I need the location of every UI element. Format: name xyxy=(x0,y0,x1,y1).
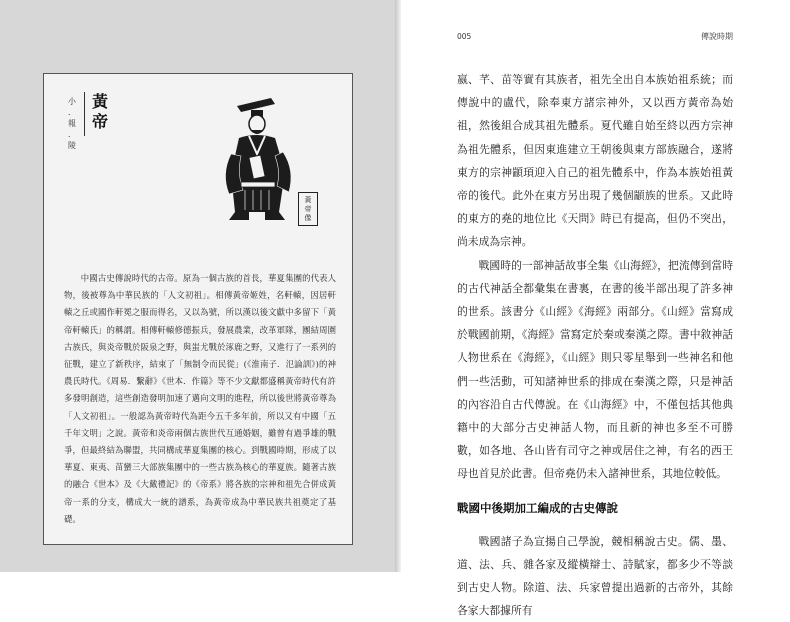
right-page xyxy=(401,0,790,618)
card-subtitle-char: 小 xyxy=(68,97,76,106)
card-subtitle-char: 陵 xyxy=(68,141,76,150)
card-title-char: 黃 xyxy=(91,92,108,111)
card-body-text xyxy=(64,270,336,528)
seal-char: 黃 xyxy=(304,195,312,204)
card-subtitle-char: 報 xyxy=(68,119,76,128)
body-paragraph: 戰國諸子為宣揚自己學說，競相稱說古史。儒、墨、道、法、兵、雜各家及縱橫辯士、詩賦家，都多少不等談到古史人物。除道、法、兵家曾提出過新的古帝外，其餘各家大都據所有 xyxy=(457,534,733,618)
seal-stamp xyxy=(298,192,318,226)
body-paragraph: 嬴、芊、苗等實有其族者，祖先全出自本族始祖系統；而傳說中的盧代，除奉東方諸宗神外，又以西方黃帝為始祖，然後組合成其祖先體系。夏代雖自始至終以西方宗神為祖先體系，但因東進建立王朝後與東方部族融合，遂將東方的宗神顓頊迎入自己的祖先體系中，作為本族始祖黃帝的後代。此外在東方另出現了幾個顓族的世系。又此時的東方的堯的地位比《天問》時已有提高，但仍不突出，尚未成為宗神。 xyxy=(457,73,733,249)
left-page xyxy=(0,0,395,572)
card-title xyxy=(88,92,112,132)
running-head: 傳說時期 xyxy=(701,32,733,41)
right-body-text xyxy=(457,68,733,622)
card-subtitle xyxy=(66,96,78,151)
page-number: 005 xyxy=(457,32,472,41)
card-paragraph: 中國古史傳說時代的古帝。原為一個古族的首長，華夏集團的代表人物，後被尊為中華民族的「人文初祖」。相傳黃帝姬姓，名軒轅，因居軒轅之丘或國作軒冕之服而得名，又以為號，所以漢以後文獻中多留下「黃帝軒轅氏」的稱謂。相傳軒轅修德振兵，發展農業，改革軍隊，團結周圍古族氏，與炎帝戰於阪泉之野，與蚩尤戰於涿鹿之野，又進行了一系列的征戰，建立了新秩序，結束了「無制令而民從」(《淮南子．氾論訓》)的神農氏時代。《周易．繫辭》《世本．作篇》等不少文獻都盛稱黃帝時代有許多發明創造，這些創造發明加速了邁向文明的進程，所以後世將黃帝尊為「人文初祖」。一般認為黃帝時代為距今五千多年前，所以又有中國「五千年文明」之說。黃帝和炎帝兩個古族世代互通婚姻，雖曾有過爭雄的戰爭，但最終結為聯盟，共同構成華夏集團的核心。到戰國時期，形成了以華夏、東夷、苗蠻三大部族集團中的一些古族為核心的華夏族。隨著古族的融合《世本》及《大戴禮記》的《帝系》將各族的宗神和祖先合併成黃帝一系的分支，構成大一統的譜系，為黃帝成為中華民族共祖奠定了基礎。 xyxy=(64,273,336,524)
section-heading: 戰國中後期加工編成的古史傳說 xyxy=(457,500,618,515)
seal-char: 像 xyxy=(304,213,312,222)
title-rule xyxy=(84,92,85,136)
body-paragraph: 戰國時的一部神話故事全集《山海經》，把流傳到當時的古代神話全都彙集在書裏，在書的後半部出現了許多神的世系。該書分《山經》《海經》兩部分。《山經》當寫成於戰國前期，《海經》當寫定於秦或秦漢之際。書中敘神話人物世系在《海經》，《山經》則只零星舉到一些神名和他們一些活動，可知諸神世系的排成在秦漢之際，只是神話的內容沿自古代傳說。在《山海經》中，不僅包括其他典籍中的大部分古史神話人物，而且新的神也多至不可勝數，如各地、各山皆有司守之神或居住之神，有名的西王母也首見於此書。但帝堯仍未入諸神世系，其地位較低。 xyxy=(457,258,733,481)
card-subtitle-char: ． xyxy=(68,130,76,139)
card-title-char: 帝 xyxy=(91,112,108,131)
card-subtitle-char: ． xyxy=(68,108,76,117)
seal-char: 帝 xyxy=(304,204,312,213)
figure-card xyxy=(43,73,353,545)
